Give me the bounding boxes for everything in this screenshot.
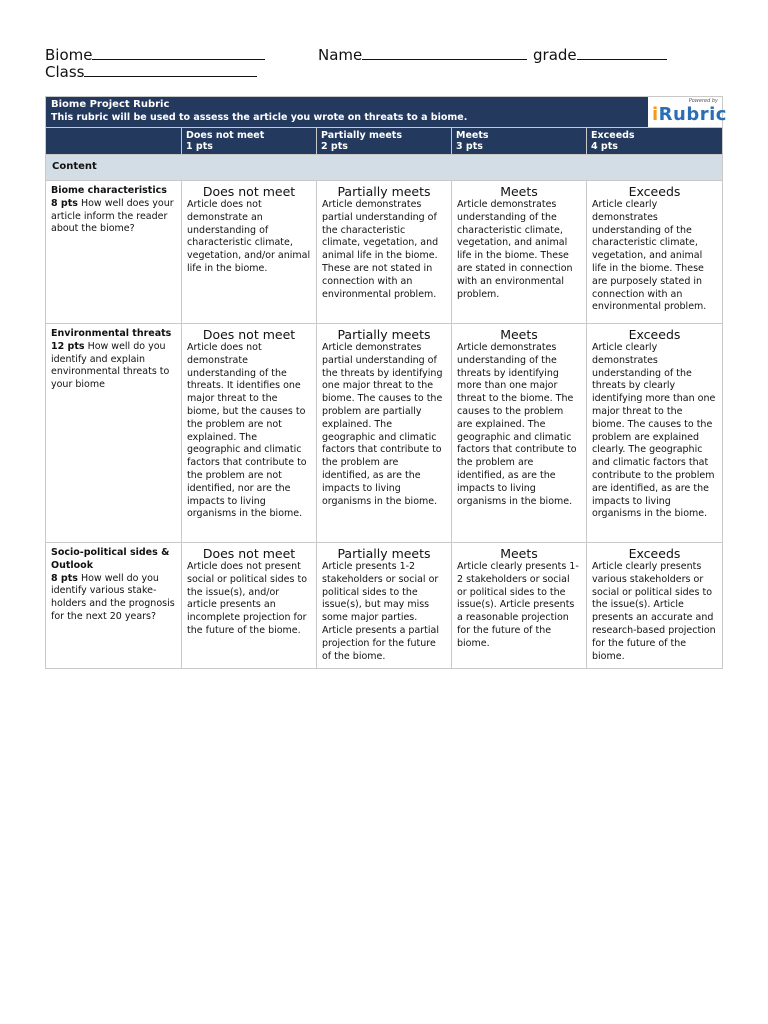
level-heading: Does not meet: [202, 184, 296, 199]
column-header-partially-meets: Partially meets 2 pts: [316, 128, 451, 154]
criterion-points: 8 pts: [51, 572, 78, 584]
name-blank-line[interactable]: [362, 46, 527, 60]
biome-blank-line[interactable]: [92, 46, 265, 60]
level-heading: Meets: [500, 327, 538, 342]
criterion-name: Environmental threats: [51, 328, 172, 339]
grade-blank-line[interactable]: [577, 46, 667, 60]
criterion-row-socio-political: [46, 542, 722, 668]
class-label: Class: [45, 63, 85, 81]
level-cell-partially-meets[interactable]: [316, 181, 451, 323]
level-description: Article clearly demonstrates understanding of the characteristic climate, vegetation, and animal life in the biome. These are purposely stated in connection with an environmental problem.: [592, 199, 707, 313]
level-description: Article demonstrates partial understanding of the characteristic climate, vegetation, and animal life in the biome. These are not stated in connection with an environmental problem.: [322, 199, 439, 300]
rubric-title: Biome Project Rubric: [51, 99, 170, 110]
level-cell-does-not-meet[interactable]: [181, 324, 316, 542]
section-content-header: Content: [46, 154, 722, 180]
logo-powered-by: Powered by: [688, 98, 718, 104]
level-heading: Exceeds: [628, 546, 681, 561]
criterion-cell: [46, 181, 181, 323]
biome-field[interactable]: [45, 46, 265, 64]
level-cell-does-not-meet[interactable]: [181, 181, 316, 323]
level-heading: Exceeds: [628, 327, 681, 342]
criterion-question: How well do you identify and explain environmental threats to your biome: [51, 340, 170, 391]
level-heading: Does not meet: [202, 327, 296, 342]
level-description: Article does not demonstrate an understanding of characteristic climate, vegetation, and/or animal life in the biome.: [187, 199, 311, 274]
level-description: Article clearly presents 1-2 stakeholders or social or political sides to the issue(s). Article presents a reasonable projection for the future of the biome.: [457, 561, 579, 649]
irubric-logo: [648, 97, 727, 127]
column-header-does-not-meet: Does not meet 1 pts: [181, 128, 316, 154]
level-heading: Meets: [500, 546, 538, 561]
level-heading: Does not meet: [202, 546, 296, 561]
level-heading: Exceeds: [628, 184, 681, 199]
criterion-row-environmental-threats: [46, 323, 722, 542]
level-cell-exceeds[interactable]: [586, 543, 722, 668]
name-label: Name: [318, 46, 363, 64]
level-cell-exceeds[interactable]: [586, 181, 722, 323]
level-heading: Partially meets: [337, 184, 431, 199]
level-heading: Partially meets: [337, 546, 431, 561]
rubric-subtitle: This rubric will be used to assess the article you wrote on threats to a biome.: [51, 112, 468, 123]
criterion-points: 12 pts: [51, 340, 85, 352]
level-cell-partially-meets[interactable]: [316, 324, 451, 542]
rubric-title-bar: [46, 97, 727, 127]
criterion-question: How well do you identify various stake-holders and the prognosis for the next 20 years?: [51, 572, 175, 622]
logo-brand: iRubric: [652, 104, 727, 125]
criterion-cell: [46, 324, 181, 542]
level-description: Article demonstrates understanding of the threats by identifying more than one major threat to the biome. The causes to the problem are explained. The geographic and climatic factors that contribute to the problem are identified, as are the impacts to living organisms in the biome.: [457, 342, 577, 507]
criterion-question: How well does your article inform the reader about the biome?: [51, 197, 174, 235]
column-header-meets: Meets 3 pts: [451, 128, 586, 154]
class-field[interactable]: [45, 63, 257, 81]
level-description: Article clearly demonstrates understanding of the threats by clearly identifying more than one major threat to the biome. The causes to the problem are explained clearly. The geographic and climatic factors that contribute to the problem are identified, as are the impacts to living organisms in the biome.: [592, 342, 716, 520]
biome-label: Biome: [45, 46, 93, 64]
criterion-name: Socio-political sides & Outlook: [51, 547, 170, 571]
level-description: Article does not present social or political sides to the issue(s), and/or article presents an incomplete projection for the future of the biome.: [187, 561, 308, 636]
column-header-criteria: [46, 128, 181, 154]
column-header-exceeds: Exceeds 4 pts: [586, 128, 722, 154]
rubric-table: [45, 96, 727, 669]
level-cell-does-not-meet[interactable]: [181, 543, 316, 668]
level-cell-meets[interactable]: [451, 543, 586, 668]
level-description: Article demonstrates understanding of the characteristic climate, vegetation, and animal life in the biome. These are stated in connection with an environmental problem.: [457, 199, 573, 300]
class-blank-line[interactable]: [84, 63, 257, 77]
level-heading: Meets: [500, 184, 538, 199]
level-cell-exceeds[interactable]: [586, 324, 722, 542]
level-cell-partially-meets[interactable]: [316, 543, 451, 668]
criterion-cell: [46, 543, 181, 668]
grade-field[interactable]: [533, 46, 667, 64]
level-heading: Partially meets: [337, 327, 431, 342]
level-description: Article does not demonstrate understanding of the threats. It identifies one major threat to the biome, but the causes to the problem are not explained. The geographic and climatic factors that contribute to the problem are not identified, nor are the impacts to living organisms in the biome.: [187, 342, 307, 520]
level-description: Article clearly presents various stakeholders or social or political sides to the issue(s). Article presents an accurate and research-based projection for the future of the biome.: [592, 561, 716, 662]
level-description: Article demonstrates partial understanding of the threats by identifying one major threat to the biome. The causes to the problem are partially explained. The geographic and climatic factors that contribute to the problem are identified, as are the impacts to living organisms in the biome.: [322, 342, 443, 507]
level-description: Article presents 1-2 stakeholders or social or political sides to the issue(s), but may miss some major parties. Article presents a partial projection for the future of the biome.: [322, 561, 440, 662]
grade-label: grade: [533, 46, 577, 64]
level-cell-meets[interactable]: [451, 181, 586, 323]
criterion-row-biome-characteristics: [46, 180, 722, 323]
level-cell-meets[interactable]: [451, 324, 586, 542]
rubric-column-header-row: [46, 127, 722, 154]
criterion-points: 8 pts: [51, 197, 78, 209]
name-field[interactable]: [318, 46, 527, 64]
criterion-name: Biome characteristics: [51, 185, 167, 196]
